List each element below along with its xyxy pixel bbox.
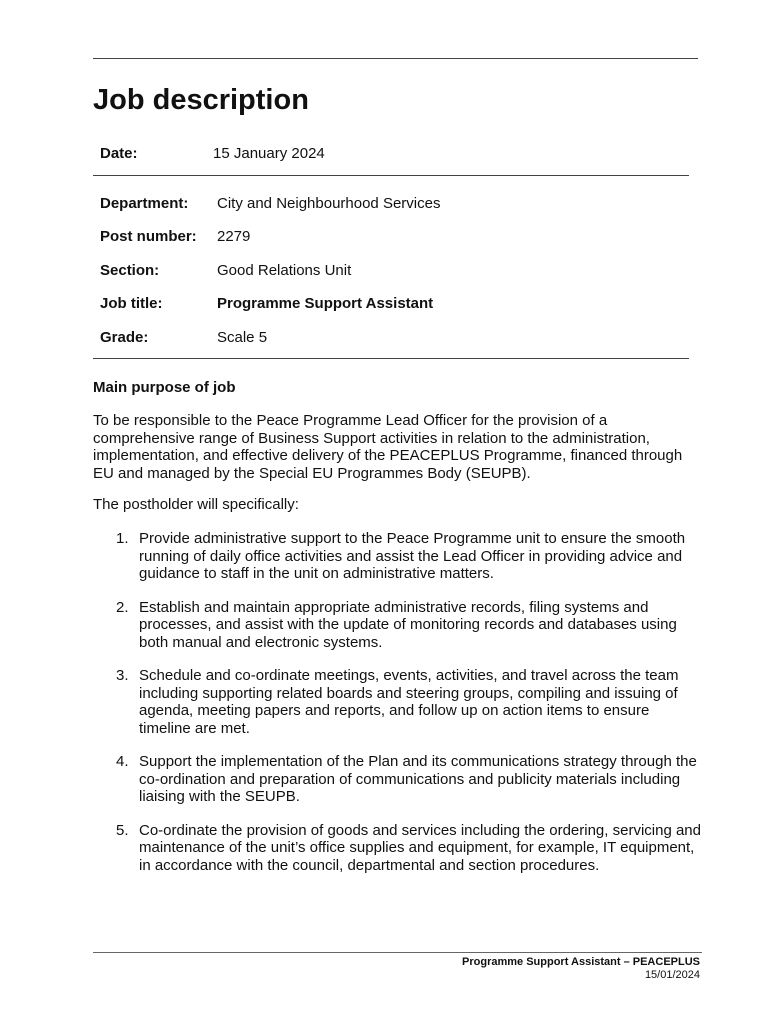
footer-rule <box>93 952 702 953</box>
grade-label: Grade: <box>100 329 149 346</box>
department-label: Department: <box>100 195 189 212</box>
list-item-text: Establish and maintain appropriate administrative records, filing systems and processes, and assist with the update of monitoring records and databases using both manual and electronic systems. <box>139 598 677 651</box>
post-number-value: 2279 <box>217 228 251 245</box>
list-item-number: 4. <box>116 753 129 770</box>
list-item-number: 3. <box>116 667 129 684</box>
main-purpose-intro: To be responsible to the Peace Programme Lead Officer for the provision of a comprehensive range of Business Support activities in relation to the administration, implementation, and effective delivery of the PEACEPLUS Programme, financed through EU and managed by the Special EU Programmes Body (SEUPB). <box>93 412 683 482</box>
list-item <box>93 530 703 583</box>
date-value: 15 January 2024 <box>213 145 325 162</box>
date-label: Date: <box>100 145 138 162</box>
fields-divider <box>93 358 689 359</box>
section-value: Good Relations Unit <box>217 262 352 279</box>
list-item-text: Schedule and co-ordinate meetings, events, activities, and travel across the team including supporting related boards and steering groups, compiling and issuing of agenda, meeting papers and reports, and follow up on action items to ensure timeline are met. <box>139 667 679 737</box>
grade-value: Scale 5 <box>217 329 268 346</box>
list-item-text: Support the implementation of the Plan and its communications strategy through the co-ordination and preparation of communications and publicity materials including liaising with the SEUPB. <box>139 753 697 805</box>
date-divider <box>93 175 689 176</box>
post-number-label: Post number: <box>100 228 197 245</box>
list-item <box>93 667 703 737</box>
list-item <box>93 753 703 806</box>
department-value: City and Neighbourhood Services <box>217 195 441 212</box>
list-item-number: 5. <box>116 821 129 839</box>
list-item-text: Co-ordinate the provision of goods and services including the ordering, servicing and maintenance of the unit’s office supplies and equipment, for example, IT equipment, in accordance with the council, departmental and section procedures. <box>139 821 701 874</box>
list-item <box>93 822 703 875</box>
footer-date: 15/01/2024 <box>644 969 700 981</box>
postholder-lead-in: The postholder will specifically: <box>93 496 299 513</box>
list-item <box>93 599 703 652</box>
section-label: Section: <box>100 262 160 279</box>
list-item-number: 1. <box>116 530 129 547</box>
job-title-value: Programme Support Assistant <box>217 295 434 312</box>
footer-title: Programme Support Assistant – PEACEPLUS <box>462 956 700 968</box>
duties-list <box>93 530 703 890</box>
top-rule <box>93 58 698 59</box>
list-item-number: 2. <box>116 598 129 616</box>
page-title: Job description <box>93 84 309 116</box>
job-title-label: Job title: <box>100 295 163 312</box>
main-purpose-heading: Main purpose of job <box>93 379 236 396</box>
list-item-text: Provide administrative support to the Peace Programme unit to ensure the smooth running of daily office activities and assist the Lead Officer in providing advice and guidance to staff in the unit on administrative matters. <box>139 530 686 582</box>
